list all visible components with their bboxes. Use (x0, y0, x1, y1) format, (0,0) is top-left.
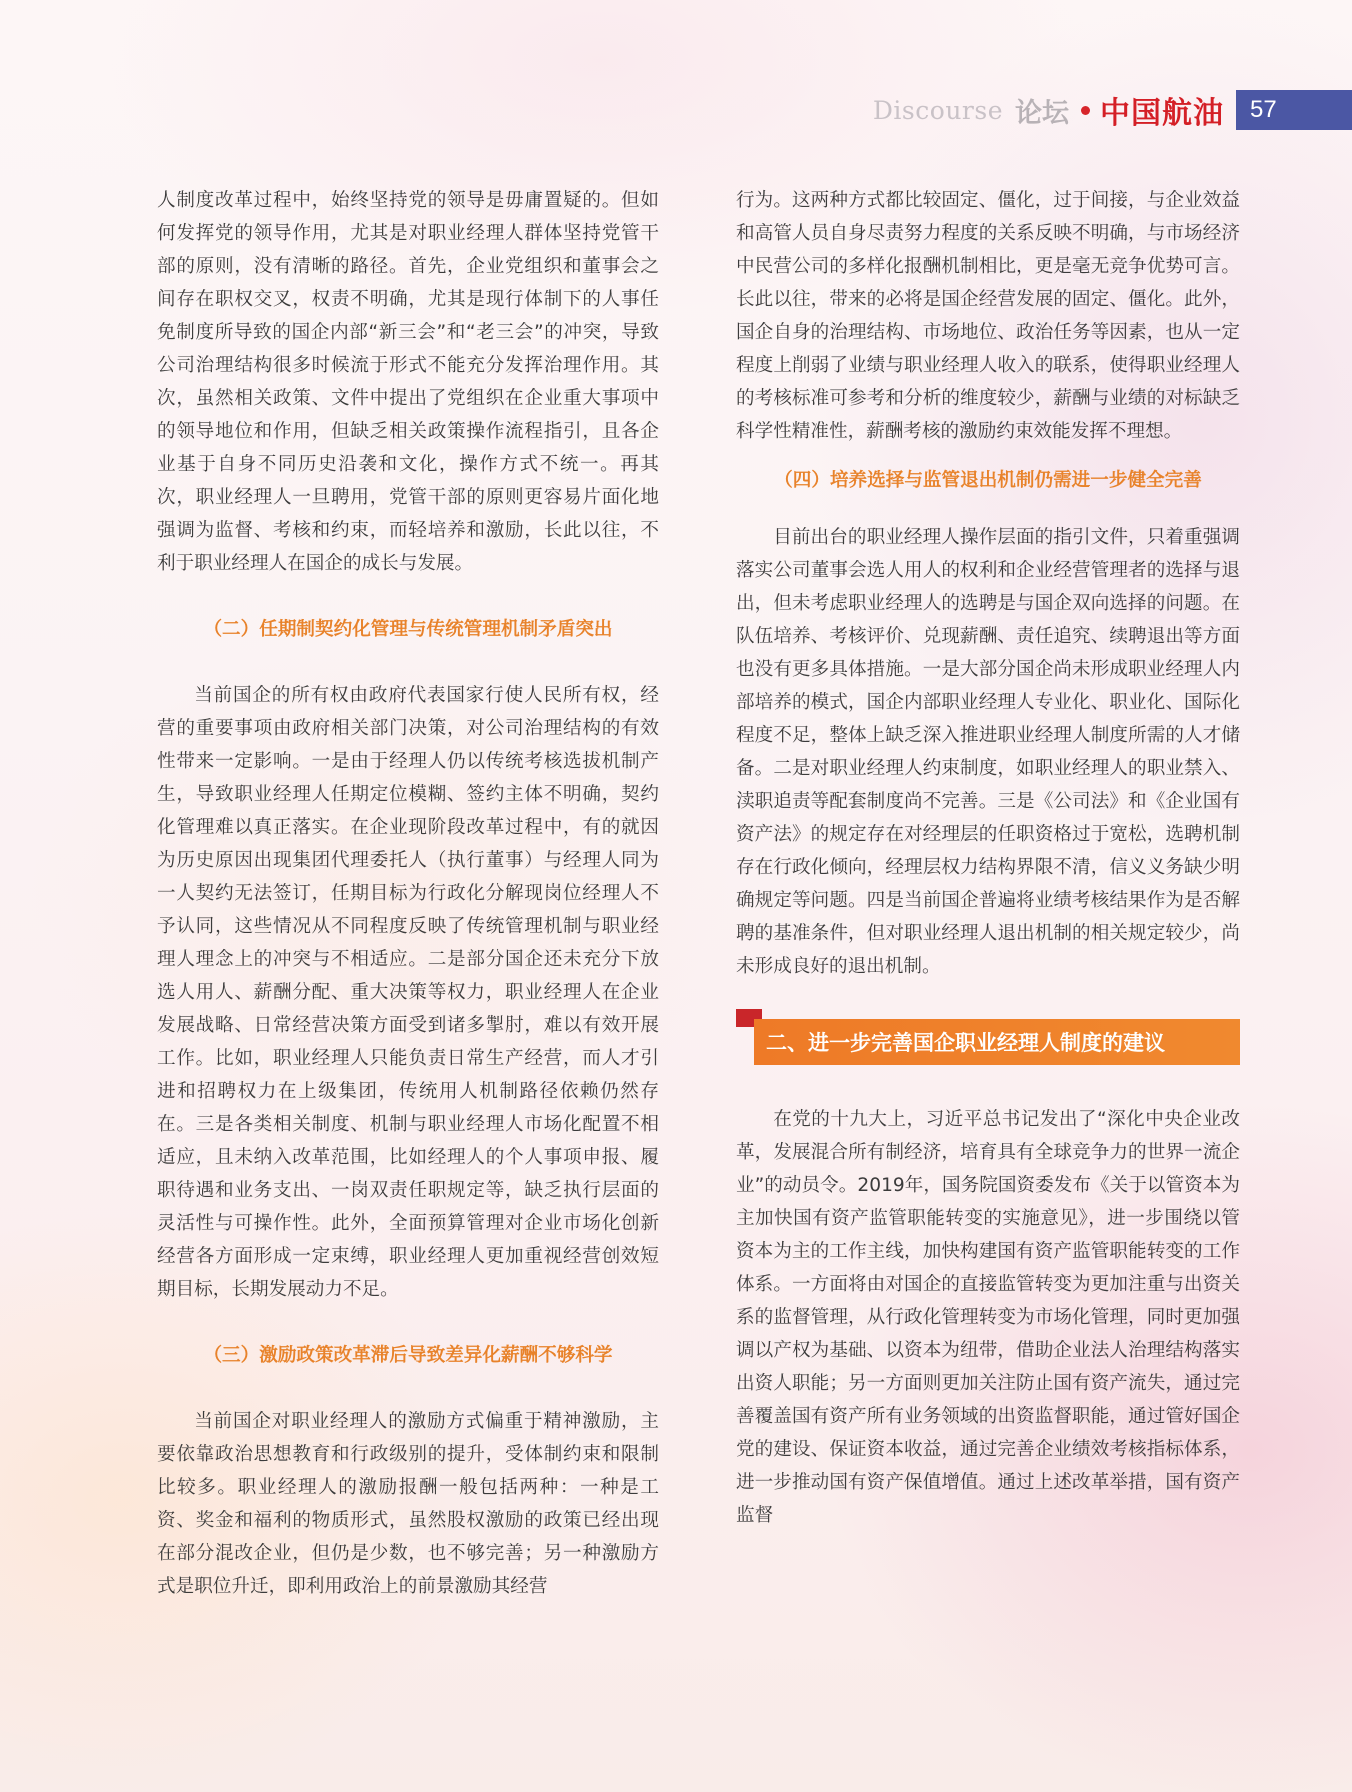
paragraph: 行为。这两种方式都比较固定、僵化，过于间接，与企业效益和高管人员自身尽责努力程度的关系反映不明确，与市场经济中民营公司的多样化报酬机制相比，更是毫无竞争优势可言。长此以往，带来的必将是国企经营发展的固定、僵化。此外，国企自身的治理结构、市场地位、政治任务等因素，也从一定程度上削弱了业绩与职业经理人收入的联系，使得职业经理人的考核标准可参考和分析的维度较少，薪酬与业绩的对标缺乏科学性精准性，薪酬考核的激励约束效能发挥不理想。 (736, 190, 1240, 442)
paragraph: 当前国企对职业经理人的激励方式偏重于精神激励，主要依靠政治思想教育和行政级别的提升，受体制约束和限制比较多。职业经理人的激励报酬一般包括两种：一种是工资、奖金和福利的物质形式，虽然股权激励的政策已经出现在部分混改企业，但仍是少数，也不够完善；另一种激励方式是职位升迁，即利用政治上的前景激励其经营 (157, 1411, 659, 1597)
paragraph: 当前国企的所有权由政府代表国家行使人民所有权，经营的重要事项由政府相关部门决策，对公司治理结构的有效性带来一定影响。一是由于经理人仍以传统考核选拔机制产生，导致职业经理人任期定位模糊、签约主体不明确，契约化管理难以真正落实。在企业现阶段改革过程中，有的就因为历史原因出现集团代理委托人（执行董事）与经理人同为一人契约无法签订，任期目标为行政化分解现岗位经理人不予认同，这些情况从不同程度反映了传统管理机制与职业经理人理念上的冲突与不相适应。二是部分国企还未充分下放选人用人、薪酬分配、重大决策等权力，职业经理人在企业发展战略、日常经营决策方面受到诸多掣肘，难以有效开展工作。比如，职业经理人只能负责日常生产经营，而人才引进和招聘权力在上级集团，传统用人机制路径依赖仍然存在。三是各类相关制度、机制与职业经理人市场化配置不相适应，且未纳入改革范围，比如经理人的个人事项申报、履职待遇和业务支出、一岗双责任职规定等，缺乏执行层面的灵活性与可操作性。此外，全面预算管理对企业市场化创新经营各方面形成一定束缚，职业经理人更加重视经营创效短期目标，长期发展动力不足。 (157, 685, 659, 1300)
section-banner (736, 1009, 1240, 1065)
subheading-2: （二）任期制契约化管理与传统管理机制矛盾突出 (203, 619, 613, 640)
section-title: 二、进一步完善国企职业经理人制度的建议 (754, 1019, 1240, 1065)
page-header (873, 90, 1352, 130)
subheading-4: （四）培养选择与监管退出机制仍需进一步健全完善 (774, 470, 1202, 491)
subheading-3: （三）激励政策改革滞后导致差异化薪酬不够科学 (203, 1345, 613, 1366)
paragraph: 在党的十九大上，习近平总书记发出了“深化中央企业改革，发展混合所有制经济，培育具有全球竞争力的世界一流企业”的动员令。2019年，国务院国资委发布《关于以管资本为主加快国有资产监管职能转变的实施意见》，进一步围绕以管资本为主的工作主线，加快构建国有资产监管职能转变的工作体系。一方面将由对国企的直接监管转变为更加注重与出资关系的监督管理，从行政化管理转变为市场化管理，同时更加强调以产权为基础、以资本为纽带，借助企业法人治理结构落实出资人职能；另一方面则更加关注防止国有资产流失，通过完善覆盖国有资产所有业务领域的出资监督职能，通过管好国企党的建设、保证资本收益，通过完善企业绩效考核指标体系，进一步推动国有资产保值增值。通过上述改革举措，国有资产监督 (736, 1109, 1240, 1526)
paragraph: 目前出台的职业经理人操作层面的指引文件，只着重强调落实公司董事会选人用人的权利和企业经营管理者的选择与退出，但未考虑职业经理人的选聘是与国企双向选择的问题。在队伍培养、考核评价、兑现薪酬、责任追究、续聘退出等方面也没有更多具体措施。一是大部分国企尚未形成职业经理人内部培养的模式，国企内部职业经理人专业化、职业化、国际化程度不足，整体上缺乏深入推进职业经理人制度所需的人才储备。二是对职业经理人约束制度，如职业经理人的职业禁入、渎职追责等配套制度尚不完善。三是《公司法》和《企业国有资产法》的规定存在对经理层的任职资格过于宽松，选聘机制存在行政化倾向，经理层权力结构界限不清，信义义务缺少明确规定等问题。四是当前国企普遍将业绩考核结果作为是否解聘的基准条件，但对职业经理人退出机制的相关规定较少，尚未形成良好的退出机制。 (736, 527, 1240, 977)
section-label-discourse: Discourse (872, 95, 1003, 125)
right-column (736, 184, 1240, 1532)
separator-dot-icon (1081, 106, 1090, 115)
left-column (157, 184, 659, 1603)
magazine-brand: 中国航油 (1100, 96, 1224, 131)
page-number: 57 (1236, 90, 1352, 130)
section-label-luntan: 论坛 (1015, 97, 1069, 129)
paragraph: 人制度改革过程中，始终坚持党的领导是毋庸置疑的。但如何发挥党的领导作用，尤其是对职业经理人群体坚持党管干部的原则，没有清晰的路径。首先，企业党组织和董事会之间存在职权交叉，权责不明确，尤其是现行体制下的人事任免制度所导致的国企内部“新三会”和“老三会”的冲突，导致公司治理结构很多时候流于形式不能充分发挥治理作用。其次，虽然相关政策、文件中提出了党组织在企业重大事项中的领导地位和作用，但缺乏相关政策操作流程指引，且各企业基于自身不同历史沿袭和文化，操作方式不统一。再其次，职业经理人一旦聘用，党管干部的原则更容易片面化地强调为监督、考核和约束，而轻培养和激励，长此以往，不利于职业经理人在国企的成长与发展。 (157, 190, 659, 574)
